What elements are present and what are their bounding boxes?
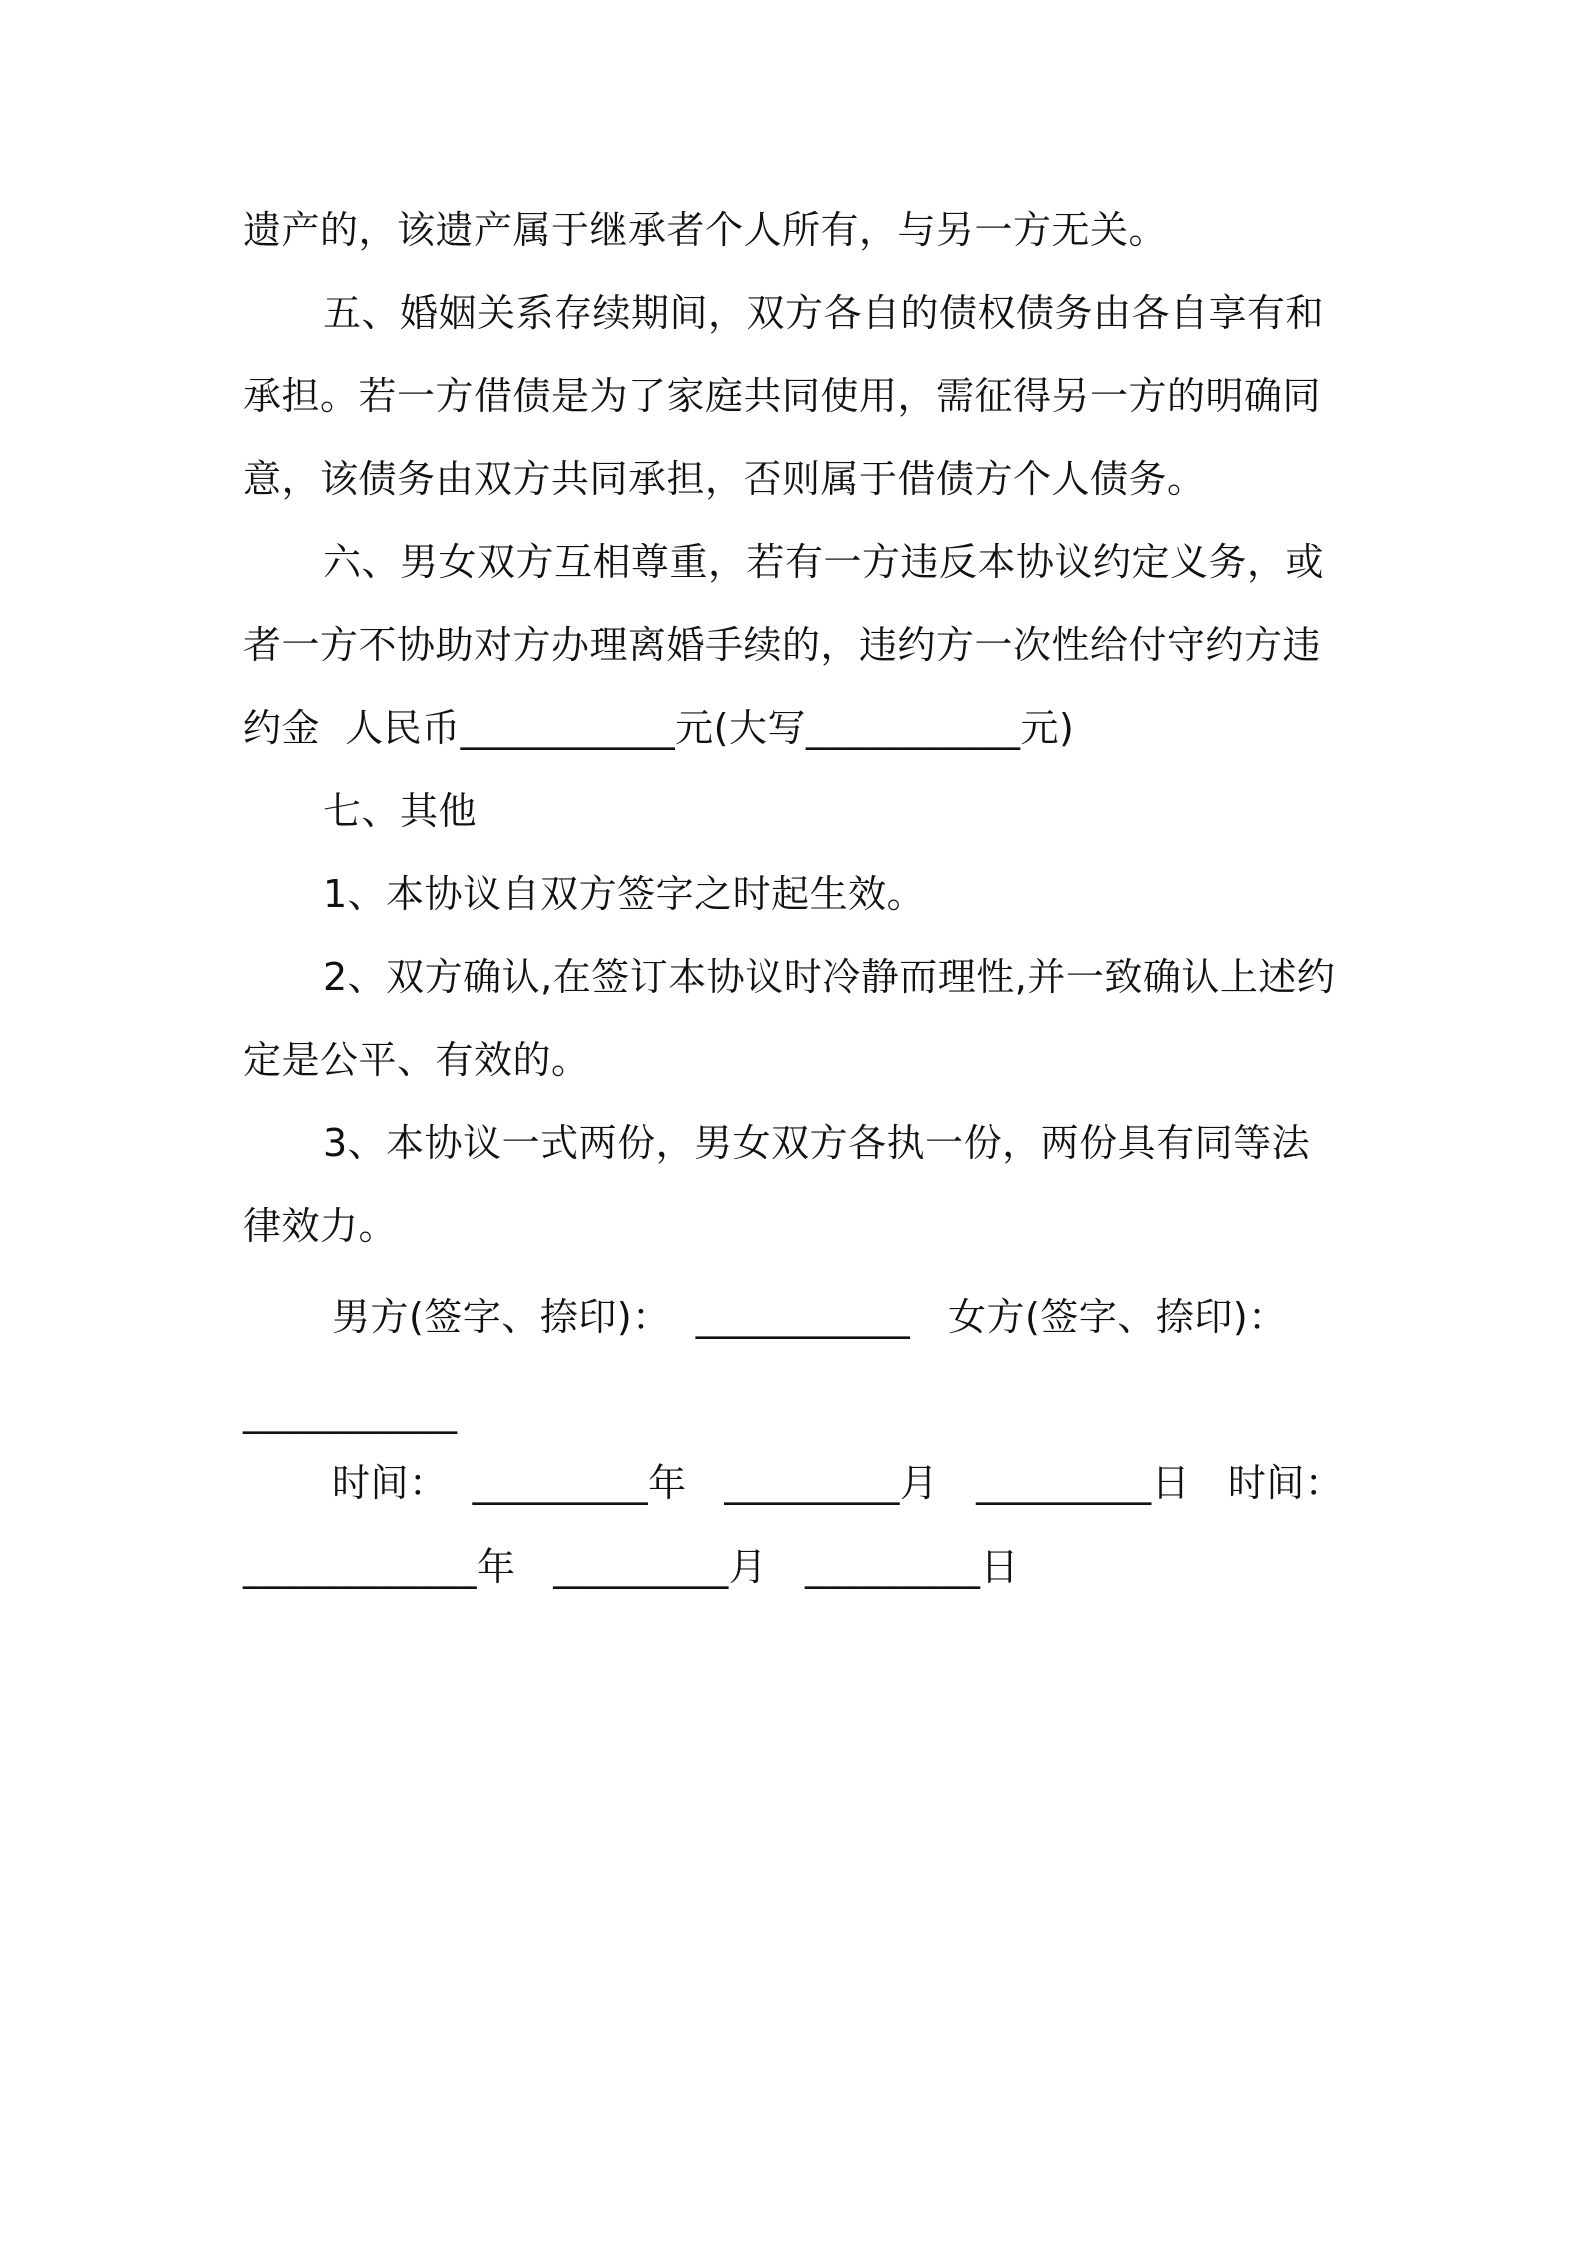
- signature-blank: ___________: [243, 1390, 458, 1434]
- clause-seven-heading: 七、其他: [323, 789, 478, 833]
- sub-item-3: 3、本协议一式两份，男女双方各执一份，两份具有同等法: [323, 1121, 1311, 1165]
- penalty-amount-line: 约金 人民币___________元(大写___________元): [243, 706, 1075, 750]
- date-line: ____________年 _________月 _________日: [243, 1545, 1019, 1589]
- body-line: 意，该债务由双方共同承担，否则属于借债方个人债务。: [243, 457, 1206, 501]
- body-line: 定是公平、有效的。: [243, 1038, 590, 1082]
- signature-line: 男方(签字、捺印)： ___________ 女方(签字、捺印)：: [332, 1295, 1287, 1339]
- clause-six-line: 六、男女双方互相尊重，若有一方违反本协议约定义务，或: [323, 540, 1325, 584]
- body-line: 律效力。: [243, 1204, 398, 1248]
- clause-five-line: 五、婚姻关系存续期间，双方各自的债权债务由各自享有和: [323, 291, 1325, 335]
- body-line: 承担。若一方借债是为了家庭共同使用，需征得另一方的明确同: [243, 374, 1322, 418]
- date-line: 时间： _________年 _________月 _________日 时间：: [332, 1461, 1344, 1505]
- sub-item-2: 2、双方确认,在签订本协议时冷静而理性,并一致确认上述约: [323, 955, 1336, 999]
- body-line: 者一方不协助对方办理离婚手续的，违约方一次性给付守约方违: [243, 623, 1322, 667]
- body-line: 遗产的，该遗产属于继承者个人所有，与另一方无关。: [243, 208, 1168, 252]
- sub-item-1: 1、本协议自双方签字之时起生效。: [323, 872, 926, 916]
